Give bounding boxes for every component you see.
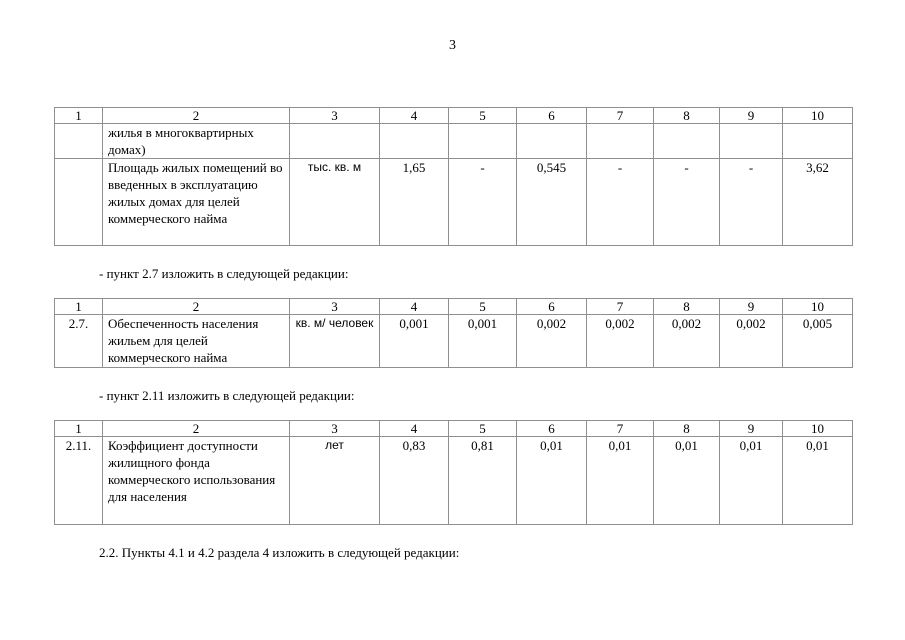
value-cell: 0,01 xyxy=(587,437,654,525)
value-cell: 0,002 xyxy=(517,315,587,368)
row-number xyxy=(55,159,103,246)
table-row xyxy=(55,315,853,368)
column-header: 3 xyxy=(290,108,380,124)
row-number: 2.11. xyxy=(55,437,103,525)
column-header: 10 xyxy=(783,108,853,124)
column-header: 2 xyxy=(103,108,290,124)
value-cell: 0,002 xyxy=(720,315,783,368)
value-cell: 0,81 xyxy=(449,437,517,525)
column-header: 5 xyxy=(449,108,517,124)
column-header: 8 xyxy=(654,299,720,315)
column-header: 7 xyxy=(587,108,654,124)
row-number xyxy=(55,124,103,159)
column-header: 5 xyxy=(449,299,517,315)
column-header: 6 xyxy=(517,421,587,437)
value-cell: - xyxy=(720,159,783,246)
value-cell: 0,545 xyxy=(517,159,587,246)
table-row xyxy=(55,437,853,525)
paragraph-item-2-11: - пункт 2.11 изложить в следующей редакции: xyxy=(99,388,355,403)
column-header: 2 xyxy=(103,421,290,437)
column-header: 7 xyxy=(587,299,654,315)
column-header: 1 xyxy=(55,108,103,124)
unit xyxy=(290,124,380,159)
column-header: 6 xyxy=(517,108,587,124)
table-row xyxy=(55,124,853,159)
value-cell xyxy=(380,124,449,159)
value-cell: 0,002 xyxy=(587,315,654,368)
column-header: 8 xyxy=(654,421,720,437)
table-area-indicators xyxy=(54,107,853,246)
column-header: 4 xyxy=(380,421,449,437)
value-cell: 0,01 xyxy=(720,437,783,525)
paragraph-item-2-2: 2.2. Пункты 4.1 и 4.2 раздела 4 изложить в следующей редакции: xyxy=(99,545,460,560)
value-cell: 0,83 xyxy=(380,437,449,525)
value-cell xyxy=(783,124,853,159)
column-header: 5 xyxy=(449,421,517,437)
column-header: 4 xyxy=(380,299,449,315)
value-cell: 1,65 xyxy=(380,159,449,246)
value-cell: 0,001 xyxy=(380,315,449,368)
unit: кв. м/ человек xyxy=(290,315,380,368)
column-header: 1 xyxy=(55,299,103,315)
value-cell xyxy=(587,124,654,159)
value-cell: 0,001 xyxy=(449,315,517,368)
value-cell xyxy=(654,124,720,159)
value-cell: 0,01 xyxy=(517,437,587,525)
column-header: 4 xyxy=(380,108,449,124)
row-number: 2.7. xyxy=(55,315,103,368)
paragraph-item-2-7: - пункт 2.7 изложить в следующей редакции: xyxy=(99,266,349,281)
table-header-row xyxy=(55,421,853,437)
value-cell: 0,01 xyxy=(783,437,853,525)
column-header: 7 xyxy=(587,421,654,437)
value-cell: - xyxy=(654,159,720,246)
column-header: 9 xyxy=(720,299,783,315)
unit: тыс. кв. м xyxy=(290,159,380,246)
indicator-name: Обеспеченность населения жильем для целей коммерческого найма xyxy=(103,315,290,368)
value-cell xyxy=(517,124,587,159)
value-cell: 0,01 xyxy=(654,437,720,525)
value-cell xyxy=(449,124,517,159)
table-header-row xyxy=(55,108,853,124)
value-cell: 0,002 xyxy=(654,315,720,368)
table-header-row xyxy=(55,299,853,315)
table-item-2-11 xyxy=(54,420,853,525)
column-header: 2 xyxy=(103,299,290,315)
column-header: 1 xyxy=(55,421,103,437)
column-header: 3 xyxy=(290,299,380,315)
table-item-2-7 xyxy=(54,298,853,368)
table-row xyxy=(55,159,853,246)
column-header: 10 xyxy=(783,421,853,437)
indicator-name: Коэффициент доступности жилищного фонда коммерческого использования для населения xyxy=(103,437,290,525)
indicator-name: жилья в многоквартирных домах) xyxy=(103,124,290,159)
value-cell: 3,62 xyxy=(783,159,853,246)
value-cell xyxy=(720,124,783,159)
column-header: 9 xyxy=(720,421,783,437)
column-header: 6 xyxy=(517,299,587,315)
column-header: 3 xyxy=(290,421,380,437)
page-number: 3 xyxy=(449,38,456,53)
value-cell: 0,005 xyxy=(783,315,853,368)
column-header: 10 xyxy=(783,299,853,315)
value-cell: - xyxy=(449,159,517,246)
value-cell: - xyxy=(587,159,654,246)
indicator-name: Площадь жилых помещений во введенных в эксплуатацию жилых домах для целей коммерческого найма xyxy=(103,159,290,246)
column-header: 8 xyxy=(654,108,720,124)
column-header: 9 xyxy=(720,108,783,124)
unit: лет xyxy=(290,437,380,525)
